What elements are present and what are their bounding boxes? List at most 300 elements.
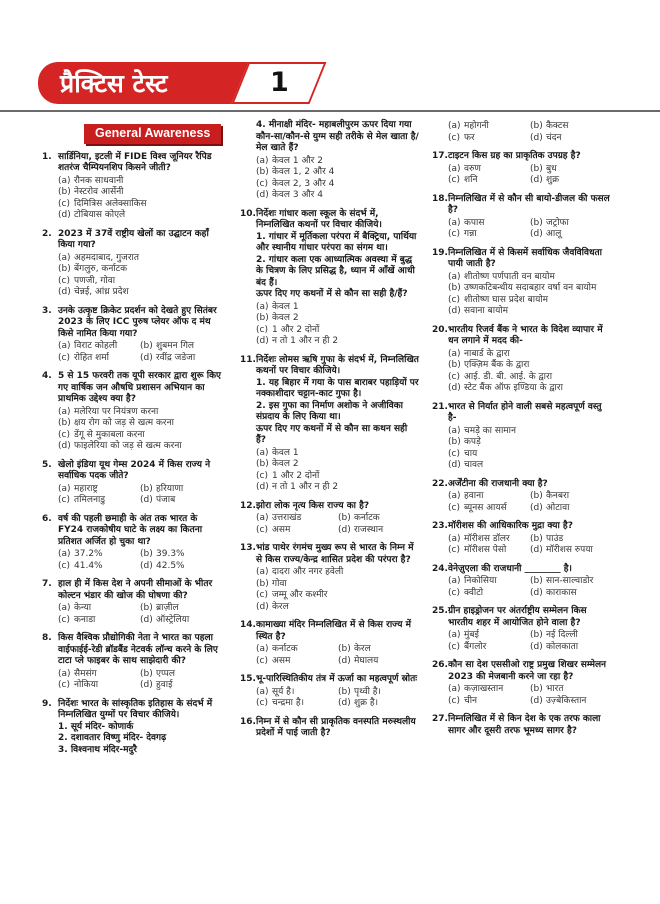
option: [140, 549, 222, 561]
option-text: मुंबई: [464, 630, 479, 640]
option-text: शुबमन गिल: [156, 341, 194, 351]
test-number-box: [232, 62, 327, 104]
option-letter: (d): [338, 524, 351, 535]
option: [448, 696, 530, 708]
option: [448, 534, 530, 546]
question: [240, 209, 420, 348]
option-text: नेस्टरोव आर्सेनी: [74, 187, 124, 197]
option-letter: (c): [256, 655, 268, 666]
question: [432, 194, 612, 241]
option-letter: (a): [448, 576, 461, 586]
option-text: महोगनी: [464, 121, 489, 131]
option: [58, 669, 140, 681]
option-text: हुवाई: [156, 680, 173, 690]
question: [432, 151, 612, 187]
question: [432, 325, 612, 395]
option-text: केन्या: [74, 603, 92, 613]
option: [256, 325, 420, 337]
question-statement: 2. इस गुफा का निर्माण अशोक ने अजीविका संप्रदाय के लिए किया था।: [256, 400, 403, 422]
option: [256, 179, 420, 191]
option-text: चमड़े का सामान: [464, 425, 516, 436]
option: [140, 561, 222, 573]
option-text: न तो 1 और न ही 2: [272, 482, 339, 492]
option-letter: (c): [448, 695, 460, 706]
question-statement: 1. सूर्य मंदिर- कोणार्क: [58, 721, 134, 732]
question: [240, 717, 420, 740]
question: [240, 543, 420, 613]
option-letter: (a): [256, 447, 269, 458]
option: [448, 164, 530, 176]
option: [58, 176, 222, 188]
option-letter: (c): [448, 448, 460, 459]
option: [256, 698, 338, 710]
option: [448, 460, 612, 472]
option-letter: (c): [256, 590, 268, 600]
option-text: भारत: [546, 684, 564, 694]
option-letter: (b): [530, 217, 543, 228]
option: [256, 513, 338, 525]
option-text: 1 और 2 दोनों: [272, 470, 320, 481]
option-letter: (b): [256, 459, 269, 469]
section-label: General Awareness: [84, 124, 221, 144]
option-text: केवल 1 और 2: [272, 155, 323, 166]
question-number: 20.: [432, 324, 448, 335]
option-letter: (a): [256, 644, 269, 654]
option: [58, 187, 222, 199]
option-text: कर्नाटक: [272, 644, 298, 654]
option-letter: (a): [58, 341, 71, 351]
option-text: हरियाणा: [156, 483, 184, 494]
option-text: शुक्र है।: [354, 698, 379, 708]
question-statement: 1. गांधार में मूर्तिकला परंपरा में बैक्ट्रिया, पार्थिया और स्थानीय गांधार परंपरा का संगम था।: [256, 231, 417, 253]
option: [448, 121, 530, 133]
option-text: केवल 2: [272, 459, 299, 469]
option: [448, 295, 612, 307]
question: [432, 248, 612, 318]
option-text: एप्पल: [156, 668, 175, 679]
option-text: उज़्बेकिस्तान: [546, 695, 587, 706]
option-letter: (c): [448, 132, 460, 143]
question: [432, 606, 612, 653]
question-number: 18.: [432, 193, 448, 204]
option-letter: (a): [58, 252, 71, 263]
options: [448, 349, 612, 395]
option-text: शीतोष्ण पर्णपाती वन बायोम: [464, 271, 555, 282]
options: [448, 534, 612, 557]
option-text: मॉरीशस रुपया: [546, 545, 593, 555]
option-letter: (c): [58, 198, 70, 209]
question-number: 16.: [240, 716, 256, 727]
option-text: फाइलेरिया को जड़ से खत्म करना: [74, 441, 182, 451]
question-text: मॉरीशस की आधिकारिक मुद्रा क्या है?: [448, 521, 573, 531]
option-letter: (d): [140, 495, 153, 505]
option: [256, 313, 420, 325]
option: [530, 696, 612, 708]
option-text: महाराष्ट्र: [74, 483, 98, 494]
option-text: आलू: [546, 229, 562, 239]
option: [530, 121, 612, 133]
option: [448, 272, 612, 284]
option-letter: (a): [448, 217, 461, 228]
option-letter: (d): [256, 482, 269, 492]
option-letter: (b): [256, 578, 269, 589]
option-letter: (b): [140, 483, 153, 494]
options: [256, 448, 420, 494]
option: [448, 218, 530, 230]
option-text: मलेरिया पर नियंत्रण करना: [74, 406, 159, 417]
option-text: असम: [272, 655, 291, 666]
option-letter: (a): [448, 271, 461, 282]
option-letter: (a): [448, 121, 461, 131]
options: [256, 687, 420, 710]
question-number: 7.: [42, 579, 52, 589]
option-text: गोवा: [272, 578, 287, 589]
option-letter: (b): [530, 576, 543, 586]
option-letter: (b): [530, 121, 543, 131]
option-letter: (a): [58, 668, 71, 679]
option: [58, 287, 222, 299]
question-text: वेनेज़ुएला की राजधानी ________ है।: [448, 563, 572, 574]
column-1: [42, 120, 222, 763]
option: [140, 669, 222, 681]
options: [256, 513, 420, 536]
option: [530, 545, 612, 557]
options: [256, 644, 420, 667]
option-text: उष्णकटिबन्धीय सदाबहार वर्षा वन बायोम: [464, 283, 597, 293]
option-letter: (a): [58, 406, 71, 417]
question: [42, 152, 222, 222]
option: [256, 156, 420, 168]
option-letter: (b): [530, 630, 543, 640]
options: [448, 576, 612, 599]
option-text: केरल: [354, 644, 371, 654]
question-statement: 2. गांधार कला एक आध्यात्मिक अवस्था में बुद्ध के चित्रण के लिए प्रसिद्ध है, ध्यान में आँखें आधी बंद हैं।: [256, 254, 415, 288]
question-number: 14.: [240, 620, 256, 630]
option: [338, 687, 420, 699]
option-letter: (c): [448, 294, 460, 305]
question-list: [42, 152, 222, 757]
option-letter: (d): [530, 229, 543, 239]
option-letter: (a): [256, 513, 269, 523]
option-letter: (b): [256, 313, 269, 323]
option-text: दादरा और नगर हवेली: [272, 567, 344, 577]
question-number: 26.: [432, 660, 448, 670]
question-number: 1.: [42, 151, 52, 162]
option-letter: (d): [448, 306, 461, 316]
options: [448, 684, 612, 707]
question-text: उनके उत्कृष्ट क्रिकेट प्रदर्शन को देखते हुए सितंबर 2023 के लिए ICC पुरुष प्लेयर ऑफ द मंथ किसे नामित किया गया?: [58, 305, 217, 339]
option-letter: (c): [448, 545, 460, 555]
question: [240, 355, 420, 494]
option: [256, 687, 338, 699]
option-letter: (a): [256, 301, 269, 312]
option: [58, 253, 222, 265]
option-letter: (b): [140, 603, 153, 613]
option-letter: (b): [530, 684, 543, 694]
question-text: निम्नलिखित में से किसमें सर्वाधिक जैवविविधता पायी जाती है?: [448, 247, 602, 269]
option-text: उत्तराखंड: [272, 513, 302, 523]
option: [58, 561, 140, 573]
option-text: ऑस्ट्रेलिया: [156, 614, 190, 625]
option-letter: (b): [448, 360, 461, 370]
option-letter: (d): [256, 601, 269, 612]
option-text: कैनबरा: [546, 491, 570, 501]
option-letter: (c): [58, 275, 70, 286]
question-number: 3.: [42, 305, 52, 316]
option: [448, 360, 612, 372]
question-number: 17.: [432, 151, 448, 161]
option: [338, 525, 420, 537]
option-text: जम्मू और कश्मीर: [272, 590, 328, 600]
option: [140, 341, 222, 353]
options: [58, 341, 222, 364]
option-text: केवल 1, 2 और 4: [272, 167, 335, 177]
options: [58, 407, 222, 453]
option: [256, 336, 420, 348]
option-letter: (a): [448, 491, 461, 501]
option-letter: (c): [58, 352, 70, 363]
option: [58, 495, 140, 507]
option-text: हवाना: [464, 491, 484, 501]
option-text: रौनक साधवानी: [74, 175, 124, 186]
option-letter: (d): [140, 680, 153, 690]
option-letter: (d): [58, 287, 71, 297]
option: [256, 471, 420, 483]
option-text: बेंगलुरु, कर्नाटक: [74, 264, 128, 274]
question-list: [432, 121, 612, 737]
option: [140, 615, 222, 627]
option-text: गन्ना: [464, 229, 477, 239]
question-list: [240, 120, 420, 740]
option: [256, 167, 420, 179]
option-letter: (d): [530, 587, 543, 598]
option: [256, 590, 420, 602]
option: [448, 449, 612, 461]
option: [58, 199, 222, 211]
option-text: केवल 2: [272, 313, 299, 323]
option-text: केवल 3 और 4: [272, 190, 323, 200]
question: [432, 660, 612, 707]
option-letter: (d): [530, 641, 543, 652]
question-text: भारत से निर्यात होने वाली सबसे महत्वपूर्ण वस्तु है-: [448, 401, 602, 423]
option-text: सवाना बायोम: [464, 306, 509, 316]
option-text: कपड़े: [464, 437, 481, 447]
option-letter: (a): [256, 686, 269, 697]
option-letter: (c): [58, 429, 70, 440]
option-text: मॉरीशस पेसो: [464, 545, 507, 555]
option: [448, 133, 530, 145]
option: [448, 306, 612, 318]
option-text: पणजी, गोवा: [74, 275, 116, 286]
question-text: 2023 में 37वें राष्ट्रीय खेलों का उद्घाटन कहाँ किया गया?: [58, 228, 209, 250]
options: [58, 669, 222, 692]
option-text: केवल 1: [272, 447, 299, 458]
question: [432, 521, 612, 557]
question: [432, 564, 612, 600]
question-number: 25.: [432, 606, 448, 616]
option-text: ब्यूनस आयर्स: [464, 502, 507, 513]
option-letter: (c): [448, 502, 460, 513]
option: [58, 276, 222, 288]
options: [256, 302, 420, 348]
option-letter: (c): [58, 680, 70, 690]
question-statement: ऊपर दिए गए कथनों में से कौन सा सही है/हैं?: [256, 289, 408, 299]
options: [448, 164, 612, 187]
option: [448, 491, 530, 503]
option-text: ओटावा: [546, 502, 570, 513]
question: [42, 633, 222, 692]
option: [58, 264, 222, 276]
question-statement: 1. यह बिहार में गया के पास बाराबर पहाड़ियों पर नक्काशीदार चट्टान-काट गुफा है।: [256, 377, 419, 399]
question-text: सार्डिनिया, इटली में FIDE विश्व जूनियर रैपिड शतरंज चैम्पियनशिप किसने जीती?: [58, 151, 212, 173]
question: [42, 306, 222, 365]
option-text: चन्द्रमा है।: [272, 698, 305, 708]
option: [448, 630, 530, 642]
option: [530, 229, 612, 241]
option: [256, 459, 420, 471]
option-text: शनि: [464, 175, 478, 185]
option-letter: (c): [256, 324, 268, 335]
option-text: क्वीटो: [464, 587, 484, 598]
question-text: 5 से 15 फरवरी तक यूपी सरकार द्वारा शुरू किए गए वार्षिक जन औषधि प्रशासन अभियान का प्राथमिक उद्देश्य क्या है?: [58, 371, 221, 404]
option-letter: (c): [256, 524, 268, 535]
question-number: 19.: [432, 247, 448, 258]
question-text: कौन सा देश एससीओ राष्ट्र प्रमुख शिखर सम्मेलन 2023 की मेजबानी करने जा रहा है?: [448, 660, 607, 682]
options: [58, 549, 222, 572]
option-text: जट्रोफा: [546, 217, 569, 228]
question: [42, 699, 222, 757]
question-number: 15.: [240, 674, 256, 684]
option-letter: (d): [530, 545, 543, 555]
option: [448, 349, 612, 361]
option: [448, 383, 612, 395]
question-number: 10.: [240, 208, 256, 219]
option: [448, 503, 530, 515]
option-text: केवल 1: [272, 301, 299, 312]
option-letter: (c): [256, 698, 268, 708]
option: [448, 426, 612, 438]
option: [448, 684, 530, 696]
option-letter: (c): [58, 495, 70, 505]
option-letter: (d): [256, 190, 269, 200]
option-letter: (a): [58, 549, 71, 559]
question-text: निर्देशः गांधार कला स्कूल के संदर्भ में, निम्नलिखित कथनों पर विचार कीजिये।: [256, 208, 382, 230]
question-number: 23.: [432, 521, 448, 531]
option: [256, 656, 338, 668]
question-number: 9.: [42, 698, 52, 709]
option-letter: (c): [448, 587, 460, 598]
option: [448, 437, 612, 449]
option: [58, 418, 222, 430]
option: [448, 229, 530, 241]
question-number: 13.: [240, 543, 256, 553]
option-text: राजस्थान: [354, 524, 384, 535]
options: [256, 567, 420, 613]
option-text: चीन: [464, 695, 478, 706]
option-text: मेघालय: [354, 655, 379, 666]
options: [58, 253, 222, 299]
option: [530, 491, 612, 503]
option: [140, 603, 222, 615]
option: [338, 698, 420, 710]
option-text: कैक्टस: [546, 121, 569, 131]
question-text: ग्रीन हाइड्रोजन पर अंतर्राष्ट्रीय सम्मेलन किस भारतीय शहर में आयोजित होने वाला है?: [448, 606, 587, 628]
options: [256, 156, 420, 202]
option-letter: (d): [58, 441, 71, 451]
option-letter: (d): [530, 695, 543, 706]
question: [240, 120, 420, 202]
option: [338, 513, 420, 525]
question-text: झोरा लोक नृत्य किस राज्य का है?: [256, 500, 370, 511]
question-number: 11.: [240, 354, 256, 365]
option-text: चाय: [464, 448, 478, 459]
question-statement: ऊपर दिए गए कथनों में से कौन सा कथन सही हैं?: [256, 423, 408, 445]
question-text: निम्नलिखित में से किन देश के एक तरफ काला सागर और दूसरी तरफ भूमध्य सागर है?: [448, 714, 601, 736]
question-text: निम्न में से कौन सी प्राकृतिक वनस्पति मरुस्थलीय प्रदेशों में पाई जाती है?: [256, 716, 416, 738]
question-text: निर्देशः लोमस ऋषि गुफा के संदर्भ में, निम्नलिखित कथनों पर विचार कीजिये।: [256, 354, 419, 376]
options: [58, 484, 222, 507]
option: [530, 133, 612, 145]
option-letter: (d): [140, 614, 153, 625]
option-text: रोहित शर्मा: [74, 352, 109, 363]
options: [448, 426, 612, 472]
option: [448, 175, 530, 187]
option-text: बैंगलोर: [464, 641, 487, 652]
option-letter: (a): [448, 533, 461, 544]
question-text: खेलो इंडिया यूथ गेम्स 2024 में किस राज्य ने सर्वाधिक पदक जीते?: [58, 459, 211, 481]
question-text: भू-पारिस्थितिकीय तंत्र में ऊर्जा का महत्वपूर्ण स्रोतः: [256, 674, 418, 684]
option-letter: (b): [338, 644, 351, 654]
option-letter: (d): [338, 655, 351, 666]
option-text: चंदन: [546, 132, 562, 143]
option-letter: (a): [58, 603, 71, 613]
question-text: भारतीय रिजर्व बैंक ने भारत के विदेश व्यापार में धन लगाने में मदद की-: [448, 324, 603, 346]
option-text: नई दिल्ली: [546, 630, 578, 640]
option: [448, 372, 612, 384]
option: [58, 341, 140, 353]
option-text: डेंगू से मुकाबला करना: [74, 429, 145, 440]
options: [58, 176, 222, 222]
option-letter: (a): [448, 348, 461, 359]
column-2: [240, 120, 420, 747]
option-text: ब्राज़ील: [156, 603, 179, 613]
option: [448, 545, 530, 557]
option-text: कनाडा: [74, 614, 96, 625]
option-letter: (d): [338, 698, 351, 708]
option: [58, 210, 222, 222]
option-letter: (d): [58, 210, 71, 220]
option: [256, 602, 420, 614]
option: [140, 353, 222, 365]
question: [240, 674, 420, 710]
option-letter: (c): [448, 641, 460, 652]
options: [448, 272, 612, 318]
option-text: एक्ज़िम बैंक के द्वारा: [464, 360, 530, 370]
option: [58, 484, 140, 496]
question: [432, 714, 612, 737]
option: [530, 642, 612, 654]
option: [338, 656, 420, 668]
options: [448, 218, 612, 241]
option-text: 39.3%: [156, 549, 185, 559]
question-number: 4.: [42, 371, 52, 381]
option: [256, 644, 338, 656]
option-text: केवल 2, 3 और 4: [272, 178, 335, 189]
question-number: 27.: [432, 714, 448, 724]
option-letter: (d): [530, 502, 543, 513]
option: [338, 644, 420, 656]
option-text: काराकास: [546, 587, 577, 598]
